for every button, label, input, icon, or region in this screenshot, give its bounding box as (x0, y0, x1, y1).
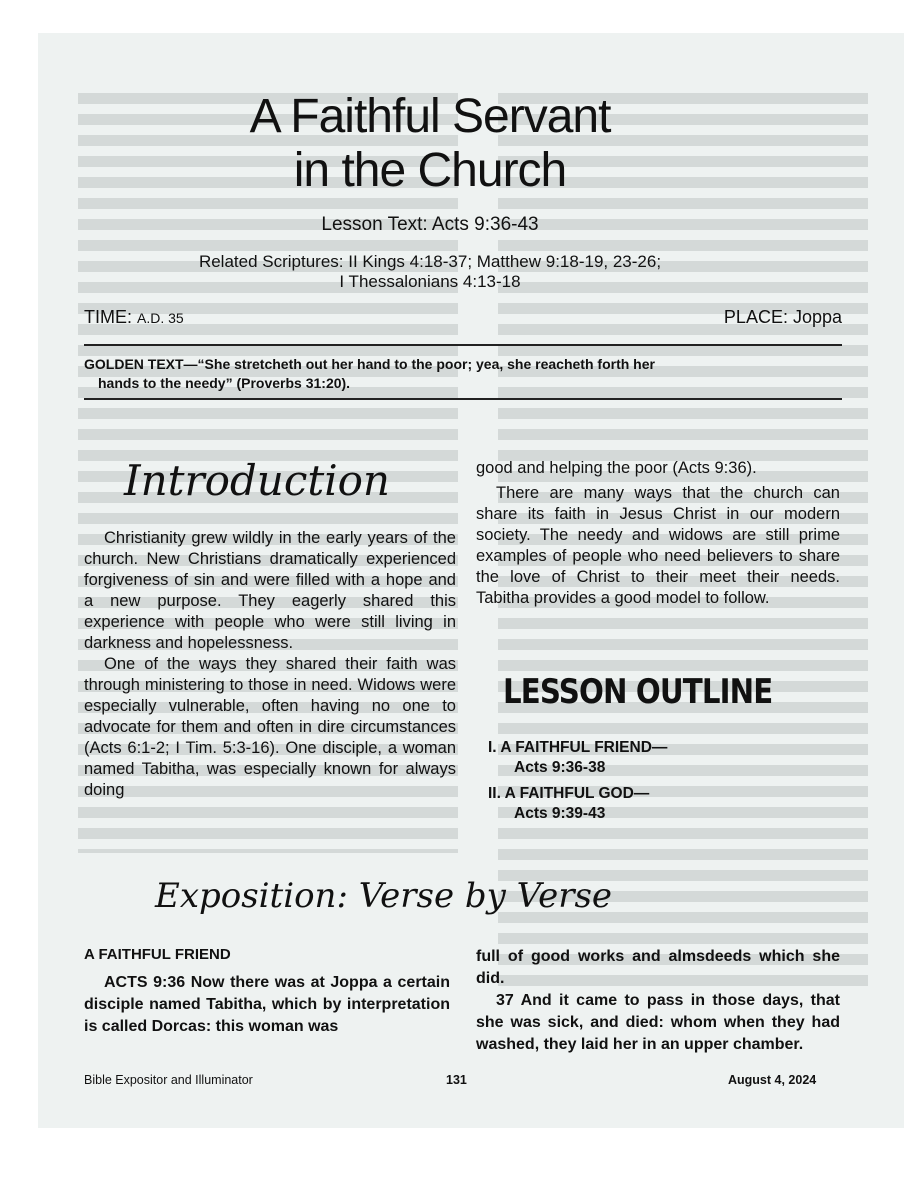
verse-36-continuation: full of good works and almsdeeds which she did. (476, 948, 840, 987)
intro-paragraph-1: Christianity grew wildly in the early years of the church. New Christians dramatically experienced forgiveness of sin and were filled with a hope and a new purpose. They eagerly shared this experience with people who were still living in darkness and hopelessness. (84, 529, 456, 652)
verse-left-column (84, 972, 450, 1038)
related-line-1: Related Scriptures: II Kings 4:18-37; Matthew 9:18-19, 23-26; (198, 252, 662, 271)
lesson-title (150, 90, 710, 198)
golden-text-top-rule (84, 344, 842, 346)
outline-item-1 (488, 738, 667, 778)
outline-item-1-ref: Acts 9:36-38 (514, 759, 606, 776)
golden-text-line-1: GOLDEN TEXT—“She stretcheth out her hand to the poor; yea, she reacheth forth her (84, 356, 655, 372)
related-line-2: I Thessalonians 4:13-18 (339, 272, 521, 291)
intro-paragraph-2: One of the ways they shared their faith was through ministering to those in need. Widows were especially vulnerable, often having no one to advocate for them and often in dire circumstances (Acts 6:1-2; I Tim. 5:3-16). One disciple, a woman named Tabitha, was especially known for always doing (84, 655, 456, 799)
time-info (84, 307, 184, 328)
introduction-left-column (84, 528, 456, 801)
related-scriptures (110, 252, 750, 292)
lesson-outline (488, 738, 667, 824)
outline-item-2-ref: Acts 9:39-43 (514, 805, 606, 822)
lesson-text: Lesson Text: Acts 9:36-43 (321, 214, 539, 235)
intro-paragraph-3: There are many ways that the church can share its faith in Jesus Christ in our modern society. The needy and widows are still prime examples of people who need believers to share the love of Christ to their meet their needs. Tabitha provides a good model to follow. (476, 484, 840, 607)
outline-item-1-label: I. A FAITHFUL FRIEND— (488, 739, 668, 756)
section-subheading: A FAITHFUL FRIEND (84, 946, 231, 963)
exposition-heading: Exposition: Verse by Verse (155, 876, 613, 916)
footer-page-number: 131 (446, 1073, 467, 1087)
intro-continuation: good and helping the poor (Acts 9:36). (476, 459, 757, 477)
lesson-outline-heading: LESSON OUTLINE (503, 672, 773, 712)
golden-text-line-2: hands to the needy” (Proverbs 31:20). (98, 375, 351, 391)
introduction-right-column (476, 458, 840, 609)
title-line-1: A Faithful Servant (249, 90, 611, 143)
verse-right-column (476, 946, 840, 1056)
outline-item-2 (488, 784, 667, 824)
time-value: A.D. 35 (137, 310, 184, 326)
place-info: PLACE: Joppa (723, 307, 842, 327)
introduction-heading: Introduction (124, 456, 390, 505)
footer-publication: Bible Expositor and Illuminator (84, 1073, 253, 1087)
verse-36: ACTS 9:36 Now there was at Joppa a certain disciple named Tabitha, which by interpretation is called Dorcas: this woman was (84, 974, 450, 1035)
footer-date: August 4, 2024 (728, 1073, 817, 1087)
golden-text-bottom-rule (84, 398, 842, 400)
golden-text (84, 355, 840, 393)
time-label: TIME: (84, 307, 132, 327)
title-line-2: in the Church (293, 144, 567, 197)
verse-37: 37 And it came to pass in those days, that she was sick, and died: whom when they had washed, they laid her in an upper chamber. (476, 992, 840, 1053)
outline-item-2-label: II. A FAITHFUL GOD— (488, 785, 650, 802)
